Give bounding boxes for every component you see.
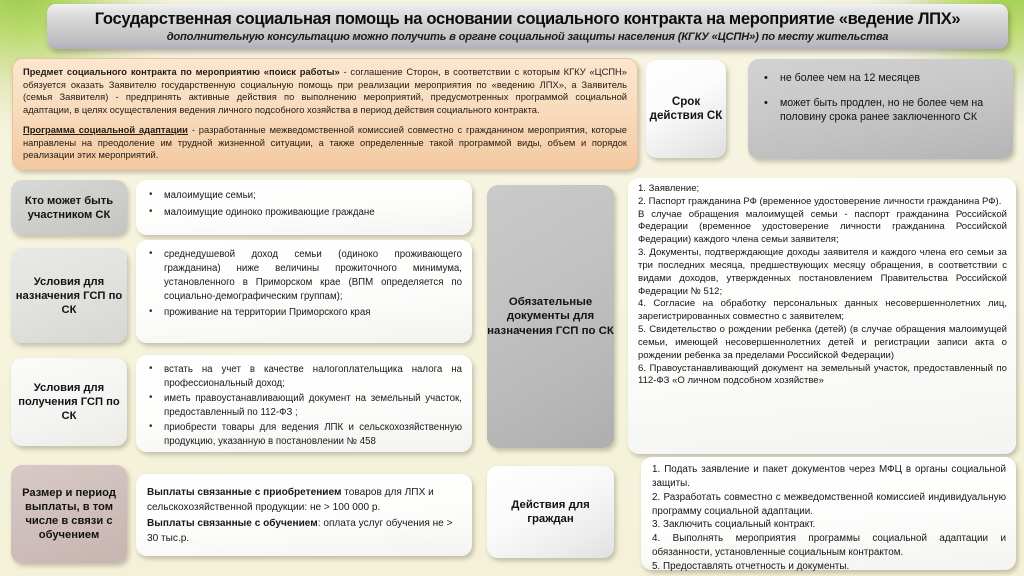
participants-box xyxy=(136,180,472,235)
contract-term-box xyxy=(748,59,1013,159)
label-who-can-participate xyxy=(11,180,127,235)
payment-training-line xyxy=(147,516,462,546)
payment-purchase-lead: Выплаты связанные с приобретением xyxy=(147,487,342,499)
list-item: • проживание на территории Приморского края xyxy=(147,306,462,320)
citizen-actions-box xyxy=(641,457,1016,573)
document-item: 1. Заявление; xyxy=(638,183,700,194)
document-item: 6. Правоустанавливающий документ на земельный участок, предоставленный по 112-ФЗ «О личном подсобном хозяйстве» xyxy=(638,362,1007,387)
label-citizen-actions-text: Действия для граждан xyxy=(511,498,590,525)
action-item: 1. Подать заявление и пакет документов через МФЦ в органы социальной защиты. xyxy=(652,464,1006,489)
adaptation-program-lead: Программа социальной адаптации xyxy=(23,125,188,136)
label-required-documents-text: Обязательные документы для назначения ГСП по СК xyxy=(487,296,614,337)
payment-purchase-line xyxy=(147,485,462,515)
document-item: В случае обращения малоимущей семьи - паспорт гражданина Российской Федерации (временное удостоверение личности гражданина Российской Федерации) каждого члена семьи заявителя; xyxy=(638,208,1007,246)
conditions-receipt-box xyxy=(136,355,472,452)
document-item: 3. Документы, подтверждающие доходы заявителя и каждого члена его семьи за три последних месяца, предшествующих месяцу обращения, в соответствии с видами доходов, утвержденных постановлением Правительства Российской Федерации № 512; xyxy=(638,247,1007,297)
contract-term-list xyxy=(761,72,1001,125)
list-item: • не более чем на 12 месяцев xyxy=(761,72,1001,86)
payments-box xyxy=(136,474,472,556)
label-payment-amount-period xyxy=(11,465,127,563)
label-conditions-receipt xyxy=(11,358,127,446)
label-contract-term xyxy=(646,60,726,158)
payment-purchase-text: товаров для ЛПХ и сельскохозяйственной продукции: не > 100 000 р. xyxy=(147,487,434,514)
slide-title-bar xyxy=(47,4,1008,49)
list-item: • может быть продлен, но не более чем на половину срока ранее заключенного СК xyxy=(761,97,1001,125)
label-conditions-assignment-text: Условия для назначения ГСП по СК xyxy=(15,275,123,316)
adaptation-program-text: - разработанные межведомственной комиссией совместно с гражданином мероприятия, которые направлены на преодоление им трудной жизненной ситуации, а также определенные такой программой виды, объем и порядок реализации этих мероприятий. xyxy=(23,125,627,161)
conditions-assignment-box xyxy=(136,240,472,343)
conditions-receipt-list xyxy=(147,363,462,449)
page-title: Государственная социальная помощь на основании социального контракта на мероприятие «ведение ЛПХ» xyxy=(94,8,961,28)
adaptation-program-paragraph xyxy=(23,124,627,162)
action-item: 3. Заключить социальный контракт. xyxy=(652,519,816,531)
list-item: • приобрести товары для ведения ЛПК и сельскохозяйственную продукцию, указанную в постановлении № 458 xyxy=(147,421,462,449)
payment-training-text: : оплата услуг обучения не > 30 тыс.р. xyxy=(147,517,453,544)
participants-list xyxy=(147,189,462,220)
label-citizen-actions xyxy=(487,466,614,558)
label-conditions-assignment xyxy=(11,248,127,343)
label-required-documents xyxy=(487,185,614,448)
list-item: • малоимущие семьи; xyxy=(147,189,462,203)
list-item: • малоимущие одиноко проживающие граждане xyxy=(147,206,462,220)
document-item: 4. Согласие на обработку персональных данных несовершеннолетних лиц, зарегистрированных совместно с заявителем; xyxy=(638,298,1007,323)
payment-training-lead: Выплаты связанные с обучением xyxy=(147,517,318,529)
document-item: 2. Паспорт гражданина РФ (временное удостоверение личности гражданина РФ). xyxy=(638,195,1002,207)
page-subtitle: дополнительную консультацию можно получить в органе социальной защиты населения (КГКУ «ЦСПН») по месту жительства xyxy=(166,31,889,44)
list-item: • иметь правоустанавливающий документ на земельный участок, предоставленный по 112-ФЗ ; xyxy=(147,392,462,420)
action-item: 4. Выполнять мероприятия программы социальной адаптации и обязанности, установленные социальным контрактом. xyxy=(652,533,1006,559)
action-item: 2. Разработать совместно с межведомственной комиссией индивидуальную программу социальной адаптации. xyxy=(652,491,1006,517)
document-item: 5. Свидетельство о рождении ребенка (детей) (в случае обращения малоимущей семьи, имеющей несовершеннолетних детей и регистрации записи акта о рождении ребенка за пределами Российской Федерации) xyxy=(638,324,1007,361)
list-item: • встать на учет в качестве налогоплательщика налога на профессиональный доход; xyxy=(147,363,462,391)
action-item: 5. Предоставлять отчетность и документы. xyxy=(652,561,850,573)
label-contract-term-text: Срок действия СК xyxy=(649,94,723,122)
contract-subject-text: - соглашение Сторон, в соответствии с которым КГКУ «ЦСПН» обязуется оказать Заявителю государственную социальную помощь при реализации мероприятия по «ведению ЛПХ», а Заявитель (семья Заявителя) - предпринять активные действия по выполнению мероприятий, предусмотренных программой социальной адаптации, в целях осуществления ведения личного подсобного хозяйства в период действия социального контракта. xyxy=(23,67,627,115)
contract-subject-lead: Предмет социального контракта по мероприятию «поиск работы» xyxy=(23,67,340,77)
list-item: • среднедушевой доход семьи (одиноко проживающего гражданина) ниже величины прожиточного минимума, установленного в Приморском крае (ВПМ определяется по социально-демографическим группам); xyxy=(147,248,462,304)
contract-subject-box xyxy=(12,58,638,170)
label-payment-amount-period-text: Размер и период выплаты, в том числе в связи с обучением xyxy=(22,487,116,541)
label-who-can-participate-text: Кто может быть участником СК xyxy=(24,194,114,221)
required-documents-box xyxy=(628,178,1016,454)
label-conditions-receipt-text: Условия для получения ГСП по СК xyxy=(18,382,120,422)
conditions-assignment-list xyxy=(147,248,462,320)
contract-subject-paragraph xyxy=(23,66,627,116)
